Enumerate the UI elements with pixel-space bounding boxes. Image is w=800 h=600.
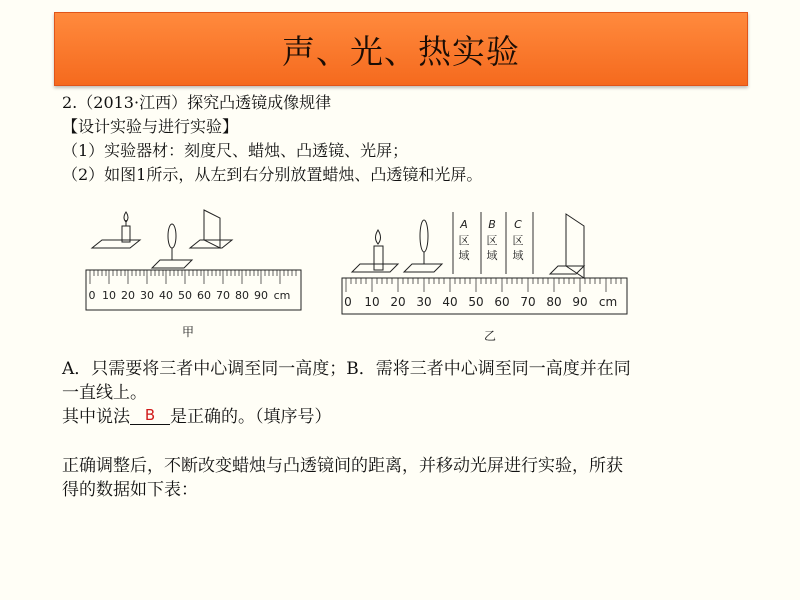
ruler-tick-label: 60	[197, 289, 211, 302]
ruler-unit-label: cm	[598, 295, 618, 309]
item-2: （2）如图1所示，从左到右分别放置蜡烛、凸透镜和光屏。	[62, 165, 483, 184]
diagram-left	[86, 210, 301, 339]
ruler-unit-label: cm	[273, 289, 291, 302]
zone-b-letter: B	[488, 218, 496, 231]
diagram-label-left: 甲	[181, 325, 195, 339]
zone-b-char: 域	[486, 249, 498, 262]
zone-c-letter: C	[514, 218, 522, 231]
fill-in-sentence	[62, 405, 332, 429]
apparatus-figure	[72, 200, 637, 350]
ruler-tick-label: 40	[159, 289, 173, 302]
options-line-1: A．只需要将三者中心调至同一高度；B．需将三者中心调至同一高度并在同	[62, 359, 631, 379]
ruler-tick-label: 70	[216, 289, 230, 302]
ruler-tick-label: 50	[468, 295, 484, 309]
ruler-tick-label: 0	[88, 289, 96, 302]
ruler-tick-label: 90	[572, 295, 588, 309]
ruler-tick-label: 90	[254, 289, 268, 302]
ruler-tick-label: 10	[102, 289, 116, 302]
item-1: （1）实验器材：刻度尺、蜡烛、凸透镜、光屏；	[62, 141, 409, 160]
ruler-tick-label: 80	[235, 289, 249, 302]
title-banner	[54, 12, 748, 86]
ruler-tick-label: 10	[364, 295, 380, 309]
ruler-tick-label: 50	[178, 289, 192, 302]
section-heading: 【设计实验与进行实验】	[62, 117, 239, 136]
diagram-right	[342, 212, 627, 343]
ruler-tick-label: 70	[520, 295, 536, 309]
ruler-tick-label: 30	[140, 289, 154, 302]
zone-a-char: 域	[458, 249, 470, 262]
ruler-tick-label: 60	[494, 295, 510, 309]
ruler-tick-label: 40	[442, 295, 458, 309]
ruler-tick-label: 0	[344, 295, 352, 309]
zone-a-letter: A	[460, 218, 468, 231]
diagram-label-right: 乙	[483, 329, 497, 343]
answer-blank: B	[130, 406, 170, 425]
paragraph-line-1: 正确调整后，不断改变蜡烛与凸透镜间的距离，并移动光屏进行实验，所获	[62, 456, 623, 476]
zone-a-char: 区	[458, 234, 470, 247]
ruler-tick-label: 20	[390, 295, 406, 309]
options-line-2: 一直线上。	[62, 383, 147, 403]
zone-c-char: 域	[512, 249, 524, 262]
ruler-tick-label: 30	[416, 295, 432, 309]
question-heading: 2.（2013·江西）探究凸透镜成像规律	[62, 93, 332, 112]
ruler-tick-label: 80	[546, 295, 562, 309]
ruler-tick-label: 20	[121, 289, 135, 302]
fill-suffix: 是正确的。（填序号）	[170, 407, 332, 427]
slide-title: 声、光、热实验	[282, 31, 520, 71]
zone-c-char: 区	[512, 234, 524, 247]
paragraph-line-2: 得的数据如下表：	[62, 480, 198, 500]
zone-b-char: 区	[486, 234, 498, 247]
fill-prefix: 其中说法	[62, 407, 130, 427]
